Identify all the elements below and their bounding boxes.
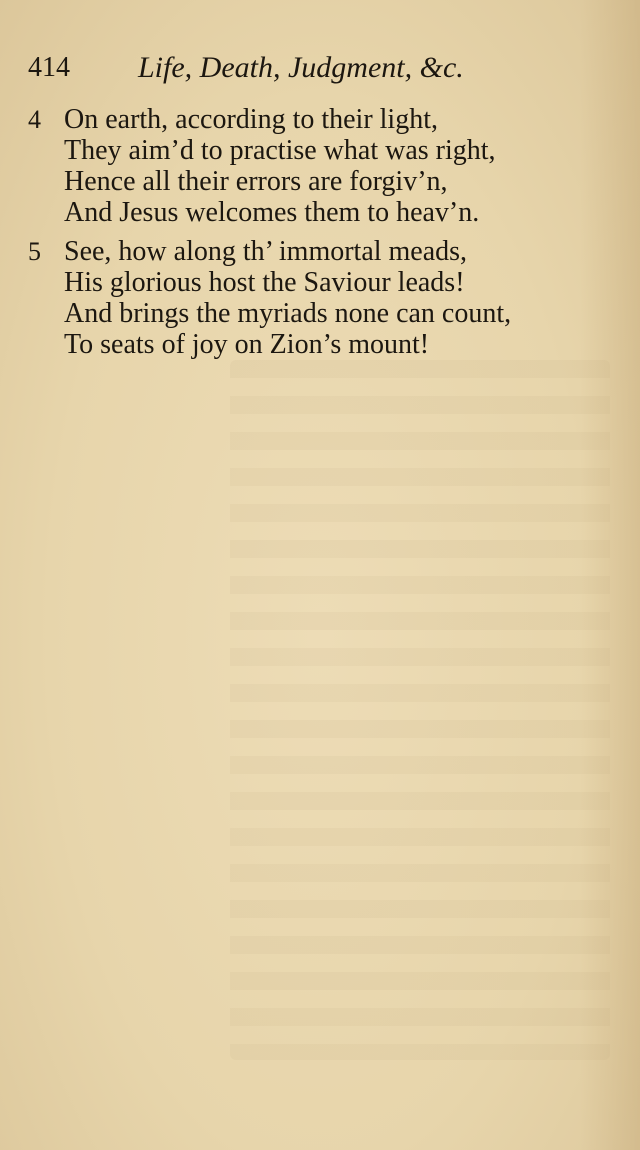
page-edge-shadow [580, 0, 640, 1150]
stanza-5 [28, 236, 588, 362]
verse-line: To seats of joy on Zion’s mount! [64, 329, 430, 360]
verse-line: And brings the myriads none can count, [64, 298, 512, 329]
stanza-4 [28, 104, 588, 230]
stanza-number: 4 [28, 105, 41, 134]
page-header [28, 48, 508, 88]
running-title: Life, Death, Judgment, &c. [138, 51, 464, 84]
page-number: 414 [28, 52, 70, 83]
verse-line: They aim’d to practise what was right, [64, 135, 496, 166]
verse-line: And Jesus welcomes them to heav’n. [64, 197, 480, 228]
verse-line: See, how along th’ immortal meads, [64, 236, 468, 267]
show-through-text [230, 360, 610, 1060]
verse-line: His glorious host the Saviour leads! [64, 267, 465, 298]
verse-line: On earth, according to their light, [64, 104, 438, 135]
verse-line: Hence all their errors are forgiv’n, [64, 166, 448, 197]
stanza-number: 5 [28, 237, 41, 266]
